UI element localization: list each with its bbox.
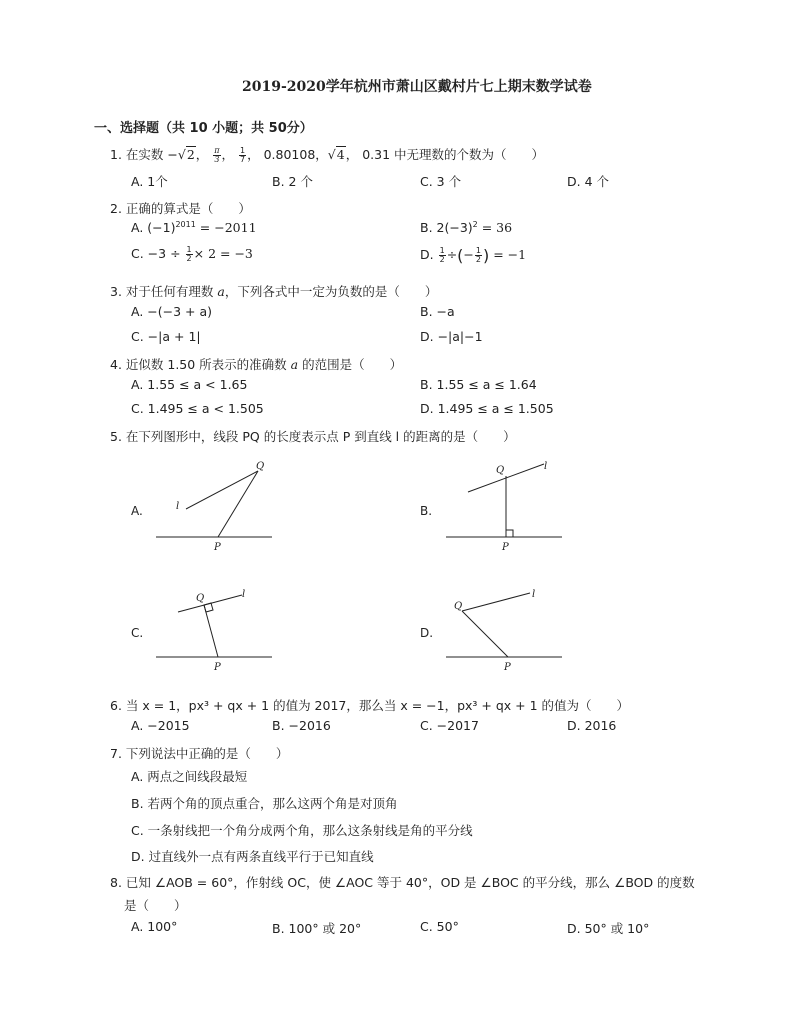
- q1-option-c[interactable]: C. 3 个: [420, 174, 462, 189]
- q4-stem: 4. 近似数 1.50 所表示的准确数: [110, 357, 287, 372]
- section-heading: 一、选择题（共 10 小题；共 50分）: [94, 121, 313, 136]
- q1-stem-start: 1. 在实数 −: [110, 147, 178, 162]
- q8-option-a[interactable]: A. 100°: [131, 919, 178, 934]
- q1-decimal: 0.80108，: [263, 147, 328, 162]
- q6-option-a[interactable]: A. −2015: [131, 718, 190, 733]
- q3-stem-end: ，下列各式中一定为负数的是（ ）: [224, 284, 438, 299]
- question-6: 6. 当 x = 1，px³ + qx + 1 的值为 2017，那么当 x = −1，px³ + qx + 1 的值为（ ）: [110, 698, 630, 713]
- q1-sqrt2: √2: [177, 147, 195, 162]
- q5-figure-b: [440, 455, 570, 555]
- q7-option-b[interactable]: B. 若两个角的顶点重合，那么这两个角是对顶角: [131, 796, 398, 811]
- question-4: [110, 355, 402, 373]
- q5-figure-a: [150, 455, 280, 555]
- q2-option-a[interactable]: A. $(-1)^{2011} = -2011$: [131, 220, 257, 236]
- q2-option-d[interactable]: D. $\frac{1}{2}$ ÷(− $\frac{1}{2}$ ) = −1: [420, 246, 527, 265]
- q1-stem-end: 中无理数的个数为（ ）: [394, 147, 545, 162]
- page-title: 2019-2020学年杭州市萧山区戴村片七上期末数学试卷: [242, 79, 592, 95]
- q2-option-c-text: C. −3 ÷: [131, 246, 181, 261]
- q5-b-label-q: Q: [496, 465, 505, 476]
- q5-option-b[interactable]: B.: [420, 504, 433, 518]
- q1-option-d[interactable]: D. 4 个: [567, 174, 609, 189]
- q5-c-label-l: l: [242, 589, 246, 600]
- q5-d-label-q: Q: [454, 601, 463, 612]
- q3-var: a: [217, 284, 225, 299]
- q5-d-label-l: l: [532, 589, 536, 600]
- q6-option-b[interactable]: B. −2016: [272, 718, 331, 733]
- q3-option-d[interactable]: D. −|a|−1: [420, 329, 483, 344]
- q5-a-label-p: P: [214, 542, 221, 553]
- q5-figure-d: [440, 585, 570, 675]
- q5-c-label-q: Q: [196, 593, 205, 604]
- q2-option-b-text: B. 2(−3): [420, 220, 473, 236]
- q4-stem-end: 的范围是（ ）: [302, 357, 403, 372]
- q7-option-a[interactable]: A. 两点之间线段最短: [131, 769, 248, 784]
- question-2: 2. 正确的算式是（ ）: [110, 201, 251, 216]
- q4-option-d[interactable]: D. 1.495 ≤ a ≤ 1.505: [420, 401, 554, 416]
- question-7: 7. 下列说法中正确的是（ ）: [110, 746, 289, 761]
- q8-option-d[interactable]: D. 50° 或 10°: [567, 921, 650, 936]
- q5-c-label-p: P: [214, 662, 221, 673]
- q6-option-d[interactable]: D. 2016: [567, 718, 617, 733]
- q3-option-b[interactable]: B. −a: [420, 304, 455, 319]
- q8-option-b[interactable]: B. 100° 或 20°: [272, 921, 362, 936]
- q2-option-a-text: A. (−1): [131, 220, 176, 236]
- q5-d-label-p: P: [504, 662, 511, 673]
- q4-option-b[interactable]: B. 1.55 ≤ a ≤ 1.64: [420, 377, 537, 392]
- q7-option-c[interactable]: C. 一条射线把一个角分成两个角，那么这条射线是角的平分线: [131, 823, 473, 838]
- q1-option-a[interactable]: A. 1个: [131, 174, 168, 189]
- q4-option-c[interactable]: C. 1.495 ≤ a < 1.505: [131, 401, 264, 416]
- q4-option-a[interactable]: A. 1.55 ≤ a < 1.65: [131, 377, 248, 392]
- q8-option-c[interactable]: C. 50°: [420, 919, 459, 934]
- q5-option-c[interactable]: C.: [131, 626, 144, 640]
- q1-frac-pi3: $\frac{\pi}{3}$: [214, 146, 220, 164]
- question-8: 8. 已知 ∠AOB = 60°，作射线 OC，使 ∠AOC 等于 40°，OD 是 ∠BOC 的平分线，那么 ∠BOD 的度数: [110, 875, 695, 890]
- q3-option-c[interactable]: C. −|a + 1|: [131, 329, 201, 344]
- q5-a-label-q: Q: [256, 461, 265, 472]
- q6-option-c[interactable]: C. −2017: [420, 718, 479, 733]
- q2-option-d-text: D.: [420, 247, 434, 262]
- q5-option-d[interactable]: D.: [420, 626, 434, 640]
- q2-option-c[interactable]: C. −3 ÷ $\frac{1}{2}$ × 2 = −3: [131, 245, 253, 263]
- q1-value: 0.31: [362, 147, 391, 162]
- q5-b-label-l: l: [544, 461, 548, 472]
- q5-figure-c: [150, 585, 280, 675]
- q5-option-a[interactable]: A.: [131, 504, 143, 518]
- q4-var: a: [290, 357, 299, 372]
- q1-sqrt4: √4: [327, 147, 345, 162]
- q5-b-label-p: P: [502, 542, 509, 553]
- q1-frac-17: $\frac{1}{7}$: [240, 146, 246, 164]
- question-5: 5. 在下列图形中，线段 PQ 的长度表示点 P 到直线 l 的距离的是（ ）: [110, 429, 516, 444]
- q3-stem: 3. 对于任何有理数: [110, 284, 214, 299]
- q5-a-label-l: l: [176, 501, 180, 512]
- question-1: 1. 在实数 −√2， $\frac{\pi}{3}$ ， $\frac{1}{7}$ ， 0.80108，√4， 0.31 中无理数的个数为（ ）: [110, 146, 545, 164]
- question-3: [110, 282, 437, 300]
- question-8-cont: 是（ ）: [124, 898, 187, 913]
- q1-option-b[interactable]: B. 2 个: [272, 174, 313, 189]
- q2-option-b[interactable]: B. $2(-3)^2 = 36$: [420, 220, 513, 236]
- q3-option-a[interactable]: A. −(−3 + a): [131, 304, 213, 319]
- q7-option-d[interactable]: D. 过直线外一点有两条直线平行于已知直线: [131, 849, 374, 864]
